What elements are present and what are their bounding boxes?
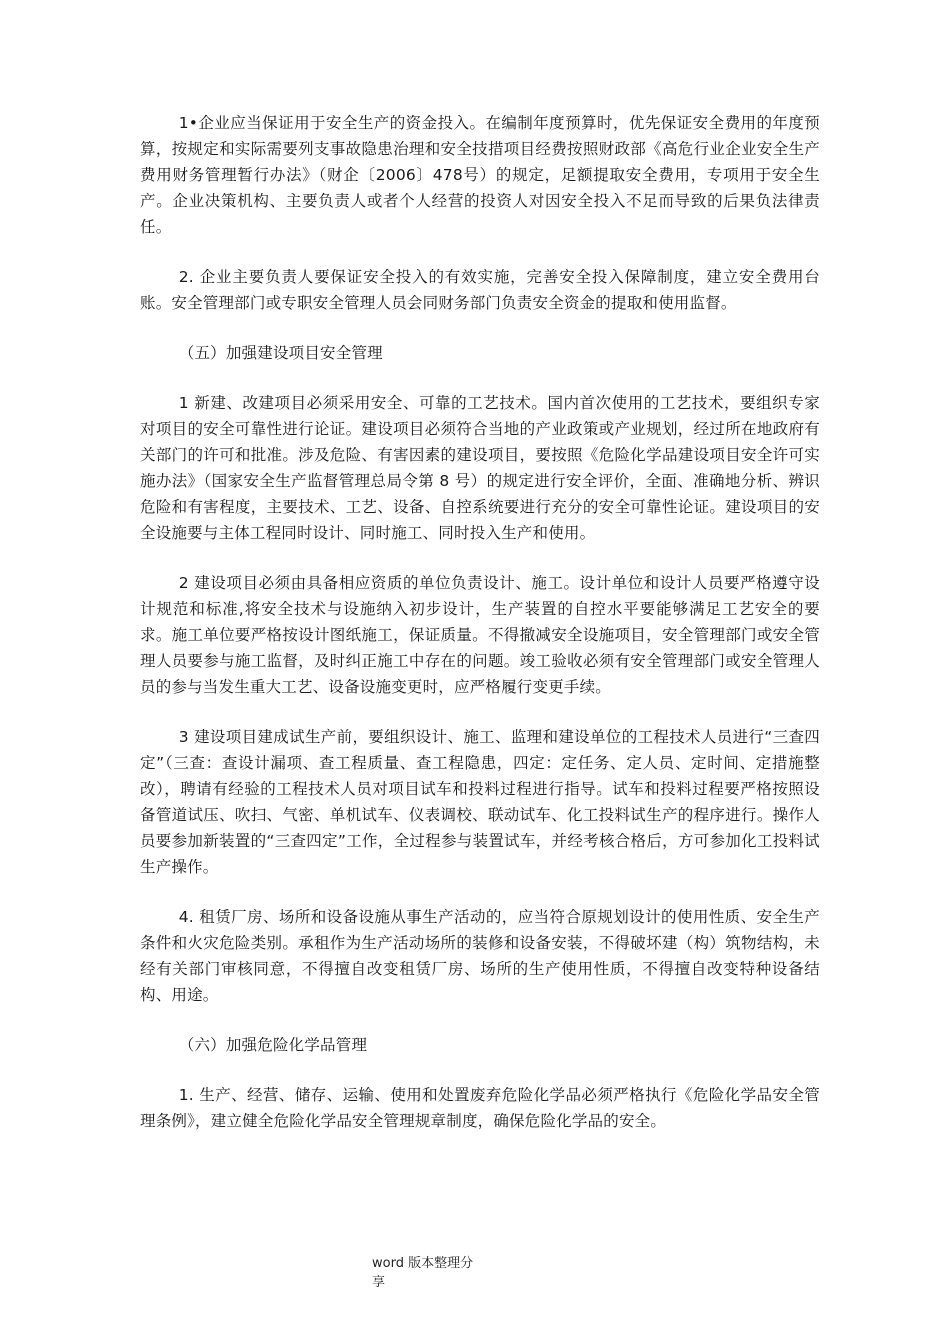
paragraph-safety-investment: 2. 企业主要负责人要保证安全投入的有效实施，完善安全投入保障制度，建立安全费用台账。安全管理部门或专职安全管理人员会同财务部门负责安全资金的提取和使用监督。 bbox=[140, 268, 820, 312]
page-footer bbox=[372, 1254, 492, 1292]
footer-line-2: 享 bbox=[372, 1275, 386, 1290]
footer-line-1: word 版本整理分 bbox=[372, 1256, 474, 1271]
paragraph-construction-4: 4. 租赁厂房、场所和设备设施从事生产活动的，应当符合原规划设计的使用性质、安全生产条件和火灾危险类别。承租作为生产活动场所的装修和设备安装，不得破坏建（构）筑物结构，未经有关部门审核同意，不得擅自改变租赁厂房、场所的生产使用性质，不得擅自改变特种设备结构、用途。 bbox=[140, 908, 820, 1004]
section-heading-chemicals: （六）加强危险化学品管理 bbox=[178, 1036, 368, 1054]
paragraph-chemicals-1: 1. 生产、经营、储存、运输、使用和处置废弃危险化学品必须严格执行《危险化学品安全管理条例》，建立健全危险化学品安全管理规章制度，确保危险化学品的安全。 bbox=[140, 1086, 820, 1130]
document-body bbox=[140, 110, 820, 1158]
paragraph-construction-3: 3 建设项目建成试生产前，要组织设计、施工、监理和建设单位的工程技术人员进行“三查四定”（三查：查设计漏项、查工程质量、查工程隐患，四定：定任务、定人员、定时间、定措施整改），聘请有经验的工程技术人员对项目试车和投料过程进行指导。试车和投料过程要严格按照设备管道试压、吹扫、气密、单机试车、仪表调校、联动试车、化工投料试生产的程序进行。操作人员要参加新装置的“三查四定”工作，全过程参与装置试车，并经考核合格后，方可参加化工投料试生产操作。 bbox=[140, 728, 820, 876]
paragraph-construction-1: 1 新建、改建项目必须采用安全、可靠的工艺技术。国内首次使用的工艺技术，要组织专家对项目的安全可靠性进行论证。建设项目必须符合当地的产业政策或产业规划，经过所在地政府有关部门的许可和批准。涉及危险、有害因素的建设项目，要按照《危险化学品建设项目安全许可实施办法》（国家安全生产监督管理总局令第 8 号）的规定进行安全评价，全面、准确地分析、辨识危险和有害程度，主要技术、工艺、设备、自控系统要进行充分的安全可靠性论证。建设项目的安全设施要与主体工程同时设计、同时施工、同时投入生产和使用。 bbox=[140, 394, 820, 542]
section-heading-construction: （五）加强建设项目安全管理 bbox=[178, 344, 383, 362]
paragraph-safety-funding: 1•企业应当保证用于安全生产的资金投入。在编制年度预算时，优先保证安全费用的年度预算，按规定和实际需要列支事故隐患治理和安全技措项目经费按照财政部《高危行业企业安全生产费用财务管理暂行办法》（财企〔2006〕478号）的规定，足额提取安全费用，专项用于安全生产。企业决策机构、主要负责人或者个人经营的投资人对因安全投入不足而导致的后果负法律责任。 bbox=[140, 114, 820, 236]
paragraph-construction-2: 2 建设项目必须由具备相应资质的单位负责设计、施工。设计单位和设计人员要严格遵守设计规范和标准,将安全技术与设施纳入初步设计，生产装置的自控水平要能够满足工艺安全的要求。施工单位要严格按设计图纸施工，保证质量。不得撤减安全设施项目，安全管理部门或安全管理人员要参与施工监督，及时纠正施工中存在的问题。竣工验收必须有安全管理部门或安全管理人员的参与当发生重大工艺、设备设施变更时，应严格履行变更手续。 bbox=[140, 574, 820, 696]
